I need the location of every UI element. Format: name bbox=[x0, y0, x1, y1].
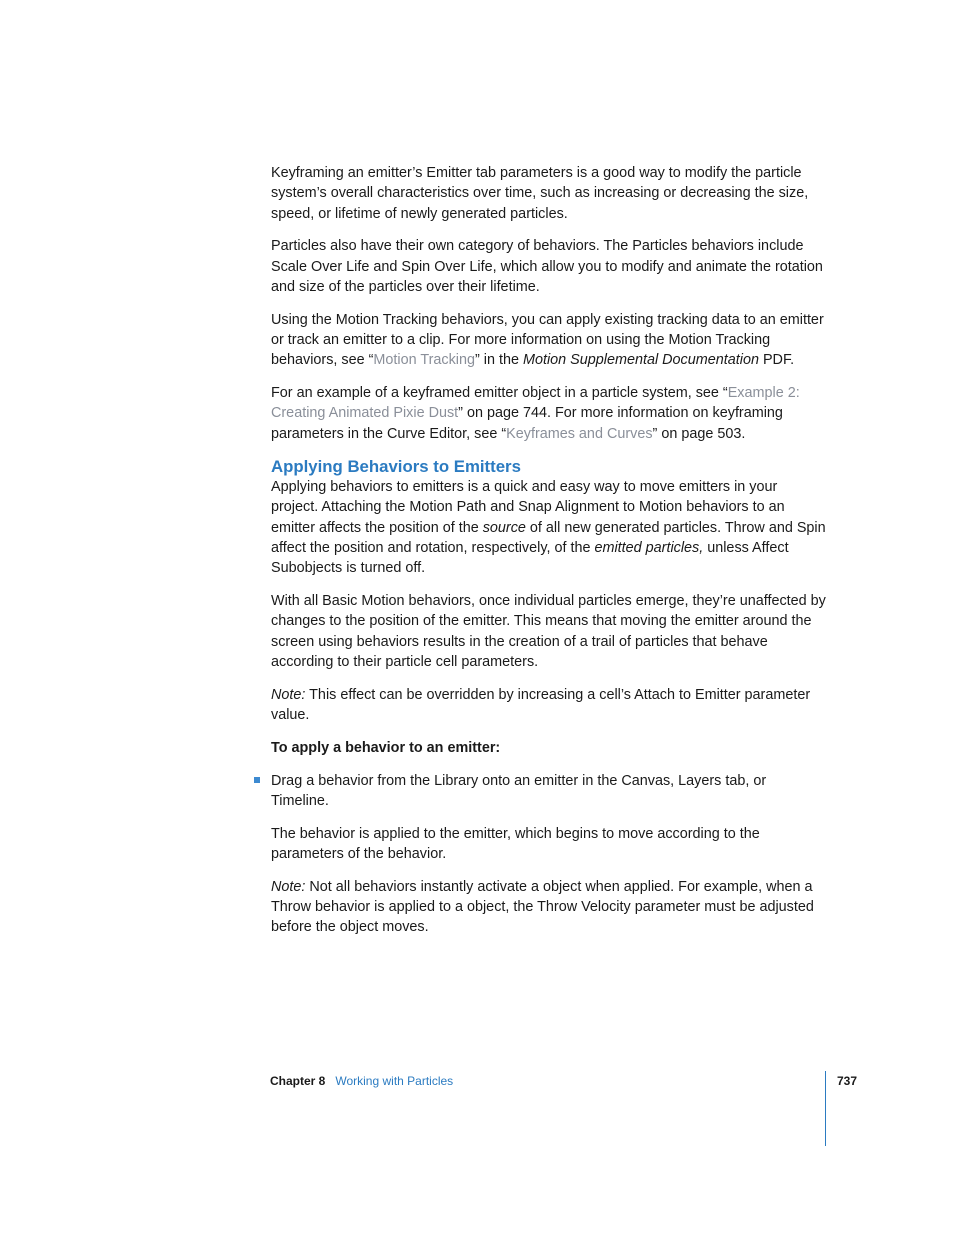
note-text: This effect can be overridden by increasing a cell’s Attach to Emitter parameter value. bbox=[271, 686, 811, 724]
paragraph-text: Using the Motion Tracking behaviors, you can apply existing tracking data to an emitter or track an emitter to a clip. For more information on using the Motion Tracking behaviors, see “ bbox=[271, 311, 824, 369]
bullet-item bbox=[271, 771, 827, 812]
paragraph-text: The behavior is applied to the emitter, which begins to move according to the parameters of the behavior. bbox=[271, 825, 760, 863]
paragraph bbox=[271, 383, 827, 444]
paragraph-text: Applying behaviors to emitters is a quick and easy way to move emitters in your project. Attaching the Motion Path and Snap Alignment to Motion behaviors to an emitter affects the position of the bbox=[271, 479, 785, 536]
note-label: Note: bbox=[271, 686, 306, 703]
note bbox=[271, 685, 827, 726]
paragraph bbox=[271, 591, 827, 672]
procedure-title: To apply a behavior to an emitter: bbox=[271, 739, 501, 756]
paragraph bbox=[271, 310, 827, 371]
keyframes-curves-link[interactable]: Keyframes and Curves bbox=[506, 425, 653, 442]
page-footer bbox=[270, 1073, 453, 1089]
paragraph-text: Keyframing an emitter’s Emitter tab parameters is a good way to modify the particle system’s overall characteristics over time, such as increasing or decreasing the size, speed, or lifetime of newly generated particles. bbox=[271, 165, 809, 222]
page-content bbox=[271, 163, 827, 950]
chapter-title: Working with Particles bbox=[335, 1074, 454, 1088]
bullet-text: Drag a behavior from the Library onto an emitter in the Canvas, Layers tab, or Timeline. bbox=[271, 772, 767, 809]
note-label: Note: bbox=[271, 878, 306, 895]
paragraph bbox=[271, 163, 827, 224]
page-number: 737 bbox=[837, 1074, 858, 1088]
paragraph bbox=[271, 824, 827, 865]
chapter-label: Chapter 8 bbox=[270, 1074, 326, 1088]
note-text: Not all behaviors instantly activate a object when applied. For example, when a Throw behavior is applied to a object, the Throw Velocity parameter must be adjusted before the object moves. bbox=[271, 878, 814, 936]
emphasis: source bbox=[482, 519, 526, 536]
paragraph-text: With all Basic Motion behaviors, once individual particles emerge, they’re unaffected by changes to the position of the emitter. This means that moving the emitter around the screen using behaviors results in the creation of a trail of particles that behave according to their particle cell parameters. bbox=[271, 593, 826, 670]
paragraph bbox=[271, 477, 827, 578]
section-heading: Applying Behaviors to Emitters bbox=[271, 457, 521, 477]
paragraph-text: For an example of a keyframed emitter object in a particle system, see “ bbox=[271, 385, 728, 402]
bullet-square-icon bbox=[254, 777, 260, 783]
paragraph-text: ” on page 503. bbox=[652, 425, 746, 442]
paragraph-text: ” in the bbox=[474, 352, 523, 369]
paragraph-text: Particles also have their own category of behaviors. The Particles behaviors include Scale Over Life and Spin Over Life, which allow you to modify and animate the rotation and size of the particles over their lifetime. bbox=[271, 238, 823, 295]
paragraph bbox=[271, 236, 827, 297]
paragraph-text: ” on page 744. For more information on keyframing parameters in the Curve Editor, see “ bbox=[271, 405, 783, 442]
paragraph-text: of all new generated particles. Throw and Spin affect the position and rotation, respectively, of the bbox=[271, 519, 826, 556]
paragraph-text: PDF. bbox=[758, 352, 795, 369]
motion-tracking-link[interactable]: Motion Tracking bbox=[373, 352, 475, 369]
footer-divider bbox=[825, 1071, 826, 1146]
paragraph-text: unless Affect Subobjects is turned off. bbox=[271, 539, 789, 577]
pixie-dust-example-link[interactable]: Example 2: Creating Animated Pixie Dust bbox=[271, 385, 800, 422]
note bbox=[271, 877, 827, 938]
document-title: Motion Supplemental Documentation bbox=[522, 352, 759, 369]
emphasis: emitted particles, bbox=[594, 539, 704, 556]
